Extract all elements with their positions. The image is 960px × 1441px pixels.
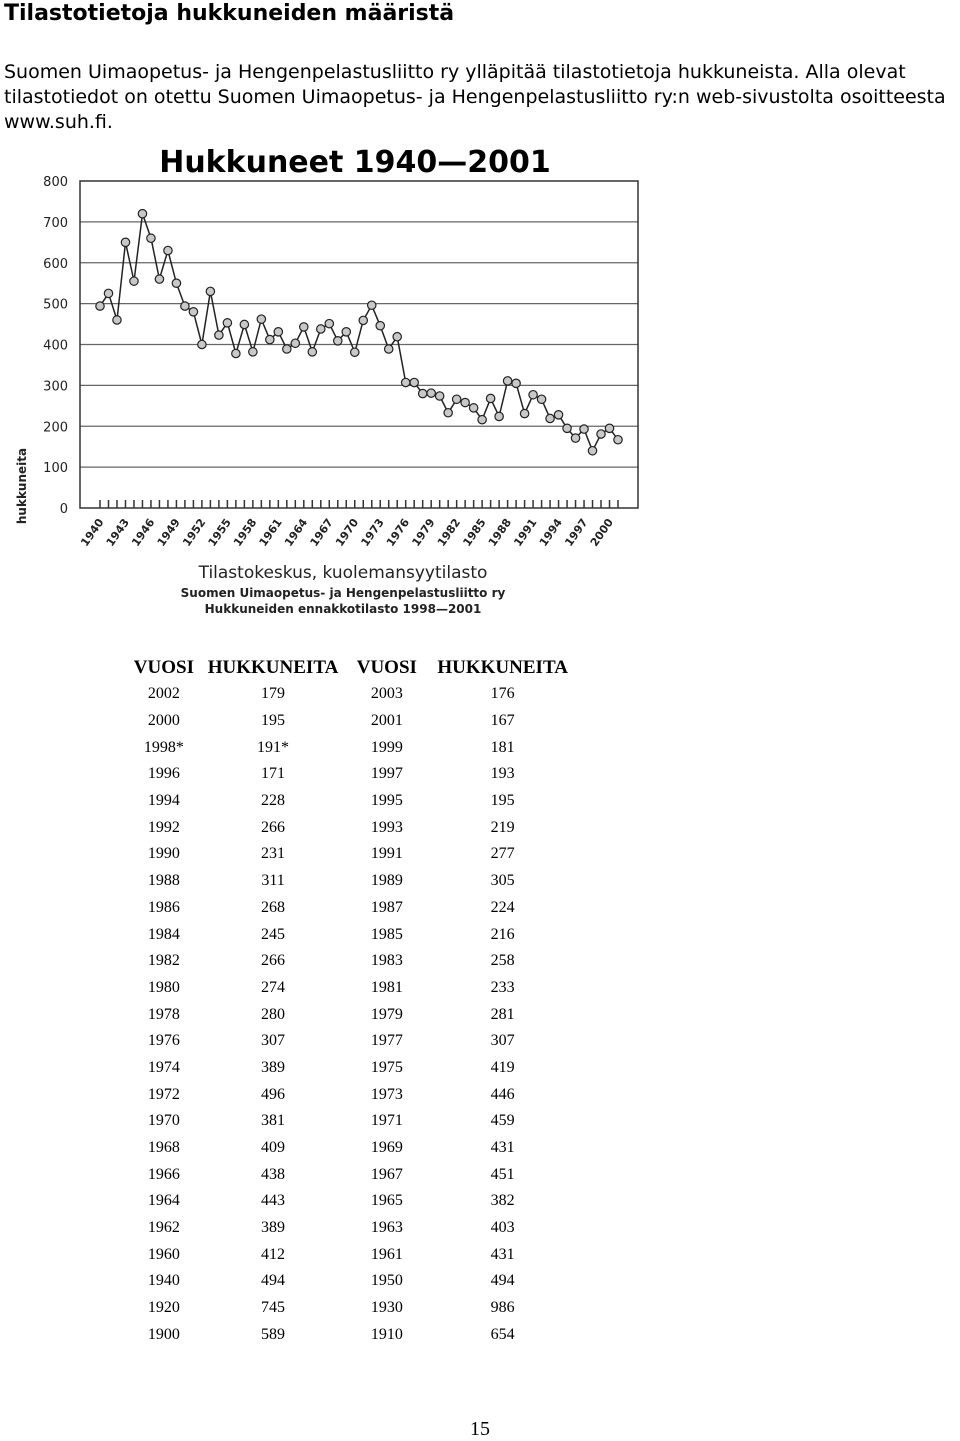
table-cell: 446: [490, 1085, 515, 1103]
y-tick-label: 300: [43, 379, 68, 395]
x-tick-label: 2000: [587, 516, 616, 549]
y-tick-label: 100: [43, 461, 68, 477]
table-cell: 219: [490, 818, 515, 836]
table-cell: 1985: [370, 925, 403, 943]
data-point: [342, 328, 350, 336]
table-cell: 1990: [147, 845, 180, 863]
table-cell: 745: [261, 1299, 286, 1317]
y-tick-label: 0: [59, 502, 68, 517]
data-point: [537, 395, 545, 403]
table-cell: 1930: [370, 1299, 403, 1317]
table-cell: 1994: [147, 792, 180, 810]
data-point: [368, 301, 376, 309]
data-point: [104, 289, 112, 297]
data-point: [274, 328, 282, 336]
data-point: [164, 246, 172, 254]
table-cell: 1970: [147, 1112, 180, 1130]
table-cell: 2001: [370, 712, 403, 730]
x-tick-label: 1961: [256, 516, 285, 549]
table-cell: 181: [490, 738, 515, 756]
page-heading: Tilastotietoja hukkuneiden määristä: [4, 1, 455, 26]
column-header: HUKKUNEITA: [437, 657, 568, 678]
table-cell: 1983: [370, 952, 403, 970]
table-cell: 1988: [147, 872, 180, 890]
data-point: [206, 287, 214, 295]
table-cell: 1920: [147, 1299, 180, 1317]
data-point: [198, 340, 206, 348]
table-cell: 1963: [370, 1219, 403, 1237]
data-point: [563, 424, 571, 432]
table-cell: 195: [261, 712, 286, 730]
column-header: HUKKUNEITA: [207, 657, 339, 678]
data-point: [478, 416, 486, 424]
table-row: [120, 1135, 570, 1162]
table-row: [120, 921, 570, 948]
table-cell: 1967: [370, 1165, 403, 1183]
table-cell: 307: [261, 1032, 286, 1050]
x-tick-label: 1967: [307, 516, 336, 549]
table-row: [120, 1322, 570, 1349]
table-cell: 179: [261, 685, 286, 703]
data-point: [181, 302, 189, 310]
y-tick-label: 600: [43, 256, 68, 272]
table-cell: 443: [261, 1192, 286, 1210]
data-point: [393, 333, 401, 341]
x-tick-label: 1949: [154, 516, 183, 549]
table-cell: 2003: [370, 685, 403, 703]
table-cell: 266: [261, 952, 286, 970]
table-cell: 1995: [370, 792, 403, 810]
chart-source-line-3: Hukkuneiden ennakkotilasto 1998—2001: [204, 602, 482, 616]
table-cell: 277: [490, 845, 515, 863]
table-cell: 589: [261, 1325, 286, 1343]
data-point: [580, 425, 588, 433]
data-point: [435, 392, 443, 400]
data-point: [215, 331, 223, 339]
data-point: [308, 348, 316, 356]
data-point: [291, 339, 299, 347]
table-cell: 1977: [370, 1032, 403, 1050]
table-cell: 494: [490, 1272, 515, 1290]
table-header-row: [120, 655, 570, 681]
drowning-table: [120, 655, 570, 1348]
table-row: [120, 1215, 570, 1242]
table-cell: 1968: [147, 1139, 180, 1157]
x-tick-label: 1952: [180, 516, 209, 549]
table-cell: 382: [490, 1192, 515, 1210]
data-point: [546, 414, 554, 422]
x-tick-label: 1988: [485, 516, 515, 549]
data-point: [172, 279, 180, 287]
table-cell: 1974: [147, 1058, 180, 1076]
data-point: [240, 320, 248, 328]
table-cell: 1979: [370, 1005, 403, 1023]
table-cell: 1996: [147, 765, 180, 783]
data-point: [402, 378, 410, 386]
data-point: [266, 335, 274, 343]
table-cell: 2002: [147, 685, 180, 703]
y-tick-label: 400: [43, 338, 68, 354]
series-polyline: [100, 214, 618, 451]
table-cell: 1972: [147, 1085, 180, 1103]
table-row: [120, 814, 570, 841]
page-number: 15: [470, 1418, 490, 1440]
table-row: [120, 788, 570, 815]
data-point: [410, 378, 418, 386]
chart-grid: [80, 222, 638, 467]
y-tick-label: 200: [43, 420, 68, 436]
y-tick-label: 700: [43, 215, 68, 231]
x-tick-label: 1940: [78, 516, 107, 549]
table-cell: 1999: [370, 738, 403, 756]
x-tick-label: 1955: [205, 516, 234, 549]
data-point: [495, 412, 503, 420]
table-row: [120, 1295, 570, 1322]
table-cell: 176: [490, 685, 515, 703]
data-point: [588, 447, 596, 455]
table-cell: 431: [490, 1139, 515, 1157]
table-row: [120, 1161, 570, 1188]
data-point: [614, 436, 622, 444]
table-cell: 2000: [147, 712, 180, 730]
column-header: VUOSI: [133, 657, 194, 678]
x-tick-label: 1964: [282, 516, 311, 549]
table-cell: 1961: [370, 1245, 403, 1263]
table-cell: 1969: [370, 1139, 403, 1157]
table-row: [120, 1268, 570, 1295]
table-row: [120, 948, 570, 975]
table-cell: 431: [490, 1245, 515, 1263]
data-point: [138, 210, 146, 218]
data-point: [325, 319, 333, 327]
data-point: [351, 348, 359, 356]
data-point: [96, 302, 104, 310]
table-cell: 1950: [370, 1272, 403, 1290]
table-cell: 1978: [147, 1005, 180, 1023]
data-point: [147, 234, 155, 242]
table-cell: 986: [490, 1299, 515, 1317]
table-cell: 1973: [370, 1085, 403, 1103]
table-cell: 258: [490, 952, 515, 970]
data-point: [283, 345, 291, 353]
data-point: [427, 389, 435, 397]
table-cell: 389: [261, 1219, 286, 1237]
table-cell: 216: [490, 925, 515, 943]
table-cell: 231: [261, 845, 286, 863]
table-cell: 494: [261, 1272, 286, 1290]
table-cell: 1998*: [143, 738, 184, 756]
chart-source-line-1: Tilastokeskus, kuolemansyytilasto: [198, 563, 488, 583]
data-point: [597, 430, 605, 438]
table-cell: 1993: [370, 818, 403, 836]
table-cell: 305: [490, 872, 515, 890]
table-cell: 195: [490, 792, 515, 810]
data-point: [385, 345, 393, 353]
table-cell: 1991: [370, 845, 403, 863]
series-line: [100, 214, 618, 451]
table-row: [120, 708, 570, 735]
table-row: [120, 1188, 570, 1215]
table-cell: 1975: [370, 1058, 403, 1076]
table-cell: 1981: [370, 978, 403, 996]
table-cell: 412: [261, 1245, 286, 1263]
table-cell: 1910: [370, 1325, 403, 1343]
x-tick-label: 1946: [129, 516, 158, 549]
data-point: [130, 277, 138, 285]
table-cell: 419: [490, 1058, 515, 1076]
data-point: [257, 315, 265, 323]
table-cell: 167: [490, 712, 515, 730]
table-cell: 496: [261, 1085, 286, 1103]
x-tick-label: 1994: [536, 516, 566, 549]
x-tick-label: 1958: [231, 516, 260, 549]
table-cell: 1987: [370, 898, 403, 916]
column-header: VUOSI: [356, 657, 417, 678]
table-cell: 228: [261, 792, 286, 810]
x-tick-label: 1985: [460, 516, 489, 549]
table-cell: 1965: [370, 1192, 403, 1210]
data-point: [121, 238, 129, 246]
x-tick-label: 1991: [511, 516, 540, 549]
table-row: [120, 868, 570, 895]
table-cell: 1940: [147, 1272, 180, 1290]
data-point: [317, 325, 325, 333]
table-cell: 1982: [147, 952, 180, 970]
table-cell: 274: [261, 978, 286, 996]
table-cell: 311: [261, 872, 285, 890]
table-cell: 268: [261, 898, 286, 916]
table-row: [120, 681, 570, 708]
data-point: [189, 308, 197, 316]
table-row: [120, 975, 570, 1002]
table-cell: 280: [261, 1005, 286, 1023]
data-point: [452, 395, 460, 403]
table-cell: 459: [490, 1112, 515, 1130]
data-point: [359, 316, 367, 324]
table-cell: 1964: [147, 1192, 180, 1210]
table-row: [120, 1108, 570, 1135]
data-point: [300, 323, 308, 331]
table-row: [120, 1081, 570, 1108]
table-cell: 1971: [370, 1112, 403, 1130]
table-cell: 245: [261, 925, 286, 943]
table-cell: 1997: [370, 765, 403, 783]
table-cell: 266: [261, 818, 286, 836]
y-tick-label: 500: [43, 297, 68, 313]
x-tick-label: 1973: [358, 516, 387, 549]
intro-paragraph: Suomen Uimaopetus- ja Hengenpelastusliitto ry ylläpitää tilastotietoja hukkuneista. Alla olevat tilastotiedot on otettu Suomen Uimaopetus- ja Hengenpelastusliitto ry:n web-sivustolta osoitteesta www.suh.fi.: [4, 61, 946, 133]
table-row: [120, 841, 570, 868]
table-cell: 1900: [147, 1325, 180, 1343]
data-point: [486, 394, 494, 402]
table-row: [120, 761, 570, 788]
data-point: [376, 321, 384, 329]
table-cell: 171: [261, 765, 286, 783]
table-cell: 193: [490, 765, 515, 783]
table-cell: 451: [490, 1165, 515, 1183]
data-point: [554, 411, 562, 419]
table-cell: 1976: [147, 1032, 180, 1050]
data-point: [529, 391, 537, 399]
table-cell: 1986: [147, 898, 180, 916]
table-row: [120, 1055, 570, 1082]
data-point: [113, 316, 121, 324]
data-point: [444, 409, 452, 417]
y-axis-label: hukkuneita: [15, 447, 29, 525]
table-cell: 1962: [147, 1219, 180, 1237]
data-point: [520, 409, 528, 417]
data-point: [223, 319, 231, 327]
table-body: [120, 681, 570, 1348]
table-cell: 1992: [147, 818, 180, 836]
table-row: [120, 1241, 570, 1268]
x-tick-label: 1943: [103, 516, 132, 549]
table-cell: 1980: [147, 978, 180, 996]
y-tick-label: 800: [43, 175, 68, 190]
data-point: [469, 404, 477, 412]
chart-title: Hukkuneet 1940—2001: [159, 145, 551, 180]
x-tick-label: 1970: [332, 516, 362, 549]
table-cell: 409: [261, 1139, 286, 1157]
y-axis-ticks: [43, 175, 68, 517]
table-cell: 281: [490, 1005, 515, 1023]
table-cell: 233: [490, 978, 515, 996]
table-cell: 191*: [257, 738, 290, 756]
data-point: [232, 349, 240, 357]
x-tick-label: 1976: [383, 516, 413, 549]
data-point: [503, 377, 511, 385]
table-cell: 1966: [147, 1165, 180, 1183]
table-cell: 1989: [370, 872, 403, 890]
drowning-chart: [0, 138, 960, 628]
data-point: [512, 379, 520, 387]
data-point: [418, 389, 426, 397]
table-cell: 307: [490, 1032, 515, 1050]
data-point: [461, 398, 469, 406]
x-tick-label: 1997: [562, 516, 591, 549]
x-tick-label: 1982: [434, 516, 464, 549]
data-point: [155, 275, 163, 283]
x-tick-label: 1979: [409, 516, 438, 549]
chart-source-line-2: Suomen Uimaopetus- ja Hengenpelastusliitto ry: [180, 586, 506, 600]
data-points: [96, 210, 622, 455]
data-point: [571, 434, 579, 442]
table-cell: 1984: [147, 925, 180, 943]
table-row: [120, 1028, 570, 1055]
table-cell: 654: [490, 1325, 515, 1343]
data-point: [249, 348, 257, 356]
data-point: [605, 424, 613, 432]
data-point: [334, 337, 342, 345]
table-row: [120, 1001, 570, 1028]
table-cell: 224: [490, 898, 515, 916]
table-row: [120, 734, 570, 761]
table-cell: 403: [490, 1219, 515, 1237]
table-cell: 389: [261, 1058, 286, 1076]
table-cell: 1960: [147, 1245, 180, 1263]
table-cell: 438: [261, 1165, 286, 1183]
table-row: [120, 895, 570, 922]
table-cell: 381: [261, 1112, 286, 1130]
